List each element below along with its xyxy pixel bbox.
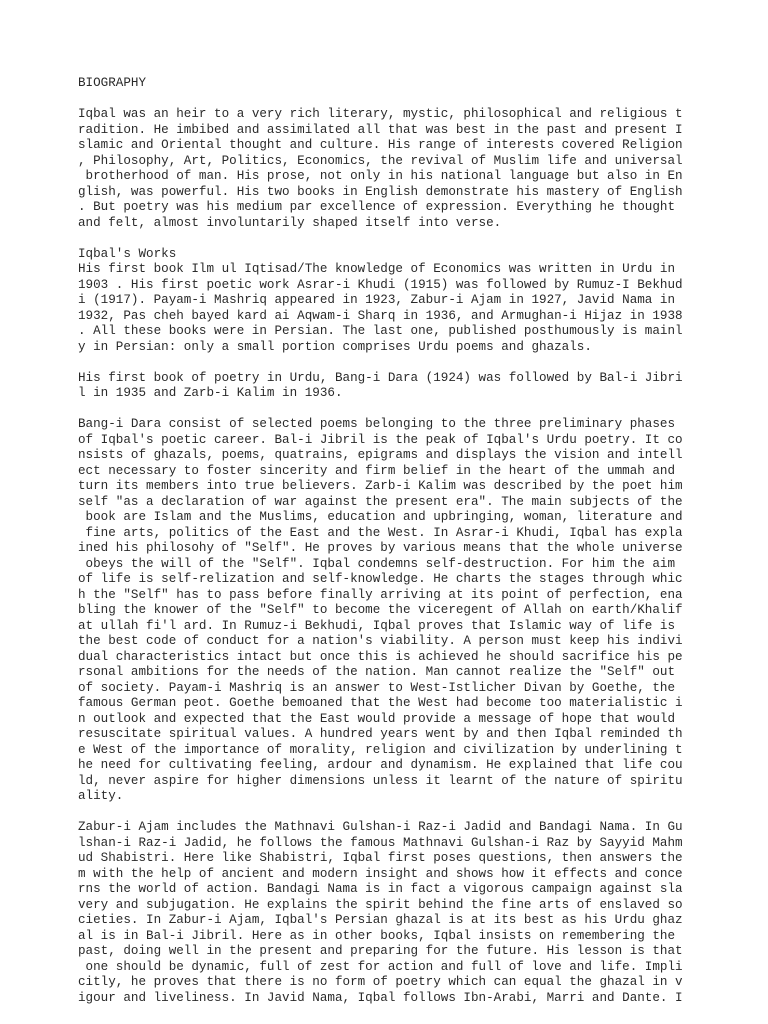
text-line: resuscitate spiritual values. A hundred years went by and then Iqbal reminded th xyxy=(78,727,683,741)
text-line: self "as a declaration of war against the present era". The main subjects of the xyxy=(78,494,683,509)
text-line: Iqbal was an heir to a very rich literary, mystic, philosophical and religious t xyxy=(78,107,683,121)
blank-line xyxy=(78,805,694,821)
text-line: Zabur-i Ajam includes the Mathnavi Gulshan-i Raz-i Jadid and Bandagi Nama. In Gu xyxy=(78,820,683,834)
blank-line xyxy=(78,355,694,371)
document-title: BIOGRAPHY xyxy=(78,76,147,90)
text-line: bling the knower of the "Self" to become the viceregent of Allah on earth/Khalif xyxy=(78,603,683,617)
text-line: past, doing well in the present and preparing for the future. His lesson is that xyxy=(78,944,683,958)
text-line: slamic and Oriental thought and culture. His range of interests covered Religion xyxy=(78,138,683,152)
text-line: and felt, almost involuntarily shaped itself into verse. xyxy=(78,215,502,230)
blank-line xyxy=(78,402,694,418)
text-line: of society. Payam-i Mashriq is an answer to West-Istlicher Divan by Goethe, the xyxy=(78,680,676,695)
text-line: ality. xyxy=(78,789,124,803)
text-line: His first book of poetry in Urdu, Bang-i Dara (1924) was followed by Bal-i Jibri xyxy=(78,370,683,385)
text-line: i (1917). Payam-i Mashriq appeared in 1923, Zabur-i Ajam in 1927, Javid Nama in xyxy=(78,293,676,307)
text-line: obeys the will of the "Self". Iqbal condemns self-destruction. For him the aim xyxy=(78,556,676,571)
text-line: l in 1935 and Zarb-i Kalim in 1936. xyxy=(78,386,343,400)
text-line: he need for cultivating feeling, ardour and dynamism. He explained that life cou xyxy=(78,758,683,772)
intro-paragraph xyxy=(78,107,694,231)
works-paragraph xyxy=(78,262,694,355)
text-line: book are Islam and the Muslims, education and upbringing, woman, literature and xyxy=(78,510,683,524)
urdu-paragraph xyxy=(78,371,694,402)
text-line: dual characteristics intact but once this is achieved he should sacrifice his pe xyxy=(78,649,683,664)
text-line: 1932, Pas cheh bayed kard ai Aqwam-i Sharq in 1936, and Armughan-i Hijaz in 1938 xyxy=(78,308,683,323)
text-line: of life is self-relization and self-knowledge. He charts the stages through whic xyxy=(78,572,683,586)
text-line: al is in Bal-i Jibril. Here as in other books, Iqbal insists on remembering the xyxy=(78,928,676,943)
text-line: , Philosophy, Art, Politics, Economics, the revival of Muslim life and universal xyxy=(78,153,683,168)
text-line: e West of the importance of morality, religion and civilization by underlining t xyxy=(78,742,683,757)
text-line: very and subjugation. He explains the spirit behind the fine arts of enslaved so xyxy=(78,897,683,912)
text-line: lshan-i Raz-i Jadid, he follows the famous Mathnavi Gulshan-i Raz by Sayyid Mahm xyxy=(78,835,683,850)
text-line: famous German peot. Goethe bemoaned that the West had become too materialistic i xyxy=(78,696,683,710)
text-line: y in Persian: only a small portion comprises Urdu poems and ghazals. xyxy=(78,339,592,354)
text-line: His first book Ilm ul Iqtisad/The knowledge of Economics was written in Urdu in xyxy=(78,262,676,276)
text-line: turn its members into true believers. Zarb-i Kalim was described by the poet him xyxy=(78,479,683,493)
text-line: ld, never aspire for higher dimensions unless it learnt of the nature of spiritu xyxy=(78,773,683,788)
blank-line xyxy=(78,92,694,108)
works-heading: Iqbal's Works xyxy=(78,246,177,261)
text-line: at ullah fi'l ard. In Rumuz-i Bekhudi, Iqbal proves that Islamic way of life is xyxy=(78,618,676,633)
text-line: the best code of conduct for a nation's viability. A person must keep his indivi xyxy=(78,634,683,648)
text-line: n outlook and expected that the East would provide a message of hope that would xyxy=(78,711,676,726)
text-line: brotherhood of man. His prose, not only in his national language but also in En xyxy=(78,169,683,183)
text-line: radition. He imbibed and assimilated all that was best in the past and present I xyxy=(78,122,683,137)
text-line: ined his philosohy of "Self". He proves by various means that the whole universe xyxy=(78,541,683,555)
text-line: rsonal ambitions for the needs of the nation. Man cannot realize the "Self" out xyxy=(78,665,676,679)
text-line: rns the world of action. Bandagi Nama is in fact a vigorous campaign against sla xyxy=(78,882,683,896)
text-line: of Iqbal's poetic career. Bal-i Jibril is the peak of Iqbal's Urdu poetry. It co xyxy=(78,432,683,447)
zabur-i-ajam-paragraph xyxy=(78,820,694,1006)
text-line: nsists of ghazals, poems, quatrains, epigrams and displays the vision and intell xyxy=(78,448,683,462)
text-line: h the "Self" has to pass before finally arriving at its point of perfection, ena xyxy=(78,587,683,602)
bang-i-dara-paragraph xyxy=(78,417,694,805)
text-line: Bang-i Dara consist of selected poems belonging to the three preliminary phases xyxy=(78,417,676,431)
text-line: glish, was powerful. His two books in English demonstrate his mastery of English xyxy=(78,184,683,199)
text-line: fine arts, politics of the East and the West. In Asrar-i Khudi, Iqbal has expla xyxy=(78,525,683,540)
text-line: . But poetry was his medium par excellence of expression. Everything he thought xyxy=(78,200,676,214)
text-line: one should be dynamic, full of zest for action and full of love and life. Impli xyxy=(78,959,683,974)
text-line: ud Shabistri. Here like Shabistri, Iqbal first poses questions, then answers the xyxy=(78,851,683,865)
text-line: m with the help of ancient and modern insight and shows how it effects and conce xyxy=(78,866,683,881)
text-line: igour and liveliness. In Javid Nama, Iqbal follows Ibn-Arabi, Marri and Dante. I xyxy=(78,990,683,1005)
text-line: ect necessary to foster sincerity and firm belief in the heart of the ummah and xyxy=(78,463,676,478)
document-page xyxy=(78,76,694,1006)
blank-line xyxy=(78,231,694,247)
text-line: citly, he proves that there is no form of poetry which can equal the ghazal in v xyxy=(78,975,683,989)
text-line: cieties. In Zabur-i Ajam, Iqbal's Persian ghazal is at its best as his Urdu ghaz xyxy=(78,913,683,927)
text-line: 1903 . His first poetic work Asrar-i Khudi (1915) was followed by Rumuz-I Bekhud xyxy=(78,277,683,292)
text-line: . All these books were in Persian. The last one, published posthumously is mainl xyxy=(78,324,683,338)
